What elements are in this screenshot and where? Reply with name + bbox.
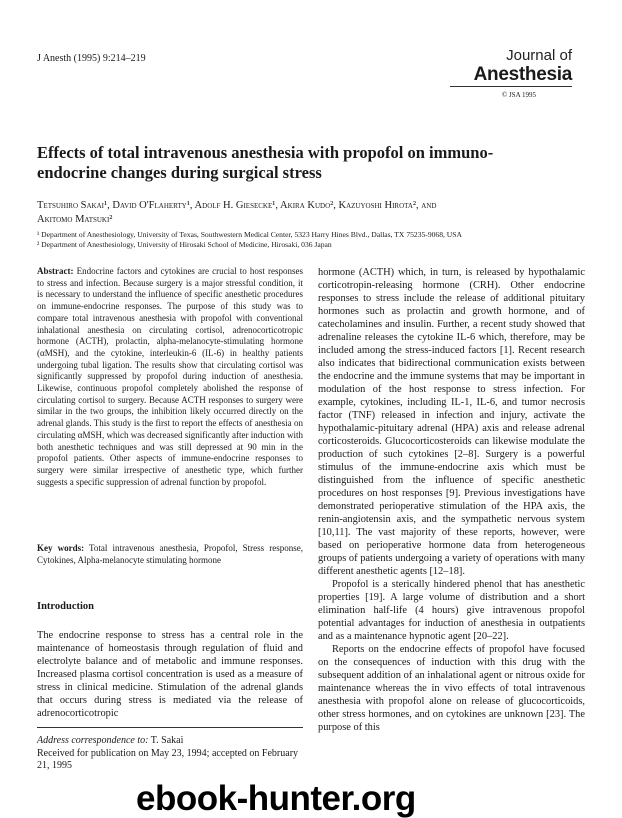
correspondence	[37, 735, 303, 748]
affiliation-2: ² Department of Anesthesiology, University of Hirosaki School of Medicine, Hirosaki, 036 Japan	[37, 240, 332, 249]
authors-line-1: Tetsuhiro Sakai¹, David O'Flaherty¹, Adolf H. Giesecke¹, Akira Kudo², Kazuyoshi Hirota², and	[37, 200, 437, 211]
copyright: © JSA 1995	[501, 91, 536, 99]
footnote	[37, 735, 303, 773]
article-title: Effects of total intravenous anesthesia with propofol on immuno-endocrine changes during surgical stress	[37, 143, 494, 182]
paragraph-2: Propofol is a sterically hindered phenol that has anesthetic properties [19]. A large volume of distribution and a short elimination half-life (4 hours) give intravenous propofol potential advantages for induction of anesthesia in outpatients and as a maintenance hypnotic agent [20–22].	[318, 579, 585, 642]
introduction-text: The endocrine response to stress has a central role in the maintenance of homeostasis through regulation of fluid and electrolyte balance and of metabolic and immune responses. Increased plasma cortisol concentration is used as a measure of stress in clinical medicine. Stimulation of the adrenal glands that occurs during stress is mediated via the release of adrenocorticotropic	[37, 630, 303, 719]
journal-rule	[450, 86, 572, 87]
keywords-label: Key words:	[37, 543, 85, 553]
correspondence-label: Address correspondence to:	[37, 735, 149, 746]
abstract	[37, 266, 303, 488]
journal-name-line1: Journal of	[506, 47, 572, 64]
keywords	[37, 543, 303, 566]
abstract-label: Abstract:	[37, 266, 74, 276]
paragraph-3: Reports on the endocrine effects of propofol have focused on the consequences of induction with this drug with the subsequent addition of an inhalational agent or nitrous oxide for maintenance whereas the in vivo effects of total intravenous anesthesia with propofol alone on release of glucocorticoids, other stress hormones, and on cytokines are unknown [23]. The purpose of this	[318, 644, 585, 733]
watermark: ebook-hunter.org	[136, 779, 416, 818]
abstract-text: Endocrine factors and cytokines are crucial to host responses to stress and infection. Because surgery is a major stressful condition, it is necessary to understand the influence of specific anesthetic procedures on immune-endocrine responses. The purpose of this study was to compare total intravenous anesthesia with propofol with conventional inhalational anesthesia on circulating cortisol, adrenocorticotropic hormone (ACTH), prolactin, alpha-melanocyte-stimulating hormone (αMSH), and the cytokine, interleukin-6 (IL-6) in healthy patients undergoing tubal ligation. The results show that circulating cortisol was significantly suppressed by propofol during induction of anesthesia. Likewise, continuous propofol completely abolished the response of circulating cortisol to surgery. Because ACTH responses to surgery were similar in the two groups, the inhibition likely occurred directly on the adrenal glands. This study is the first to report the effects of anesthesia on circulating αMSH, which was decreased significantly after induction with both anesthetic techniques and was still depressed at 90 min in the propofol patients. Other aspects of immune-endocrine responses to surgery were similar irrespective of anesthetic type, which further suggests a specific suppression of adrenal function by propofol.	[37, 266, 303, 487]
correspondence-name: T. Sakai	[150, 735, 184, 746]
received-date: Received for publication on May 23, 1994; accepted on February 21, 1995	[37, 747, 299, 772]
keywords-text: Total intravenous anesthesia, Propofol, Stress response, Cytokines, Alpha-melanocyte stimulating hormone	[37, 543, 303, 565]
section-heading-introduction: Introduction	[37, 601, 94, 612]
affiliation-1: ¹ Department of Anesthesiology, University of Texas, Southwestern Medical Center, 5323 Harry Hines Blvd., Dallas, TX 75235-9068, USA	[37, 230, 463, 239]
journal-citation: J Anesth (1995) 9:214–219	[37, 53, 146, 64]
journal-name-line2: Anesthesia	[473, 64, 572, 85]
footnote-rule	[37, 727, 303, 728]
paragraph-1: hormone (ACTH) which, in turn, is released by hypothalamic corticotropin-releasing hormone (CRH). Other endocrine responses to stress include the release of additional pituitary hormones such as prolactin and growth hormone, and of catecholamines and insulin. Further, a recent study showed that adrenaline releases the cytokine IL-6 which, therefore, may be included among the stress-induced factors [1]. Recent research also indicates that bidirectional communication exists between the endocrine and the immune systems that may be important in modulation of the host response to stress infection. For example, cytokines, including IL-1, IL-6, and tumor necrosis factor (TNF) released in infection and injury, activate the hypothalamic-pituitary adrenal (HPA) axis and release adrenal corticosteroids. Glucocorticosteroids can likewise modulate the production of such cytokines [2–8]. Surgery is a powerful stimulus of the immune-endocrine axis which must be distinguished from the influence of specific anesthetic procedures on host responses [9]. Previous investigations have demonstrated perioperative stimulation of the HPA axis, the renin-angiotensin axis, and the sympathetic nervous system [10,11]. The vast majority of these reports, however, were based on perioperative hormone data from heterogeneous groups of patients undergoing a variety of operations with many different anesthetic agents [12–18].	[318, 267, 585, 577]
authors-line-2: Akitomo Matsuki²	[37, 214, 113, 225]
author-list	[37, 199, 577, 227]
affiliations	[37, 230, 597, 250]
right-column	[318, 266, 585, 734]
